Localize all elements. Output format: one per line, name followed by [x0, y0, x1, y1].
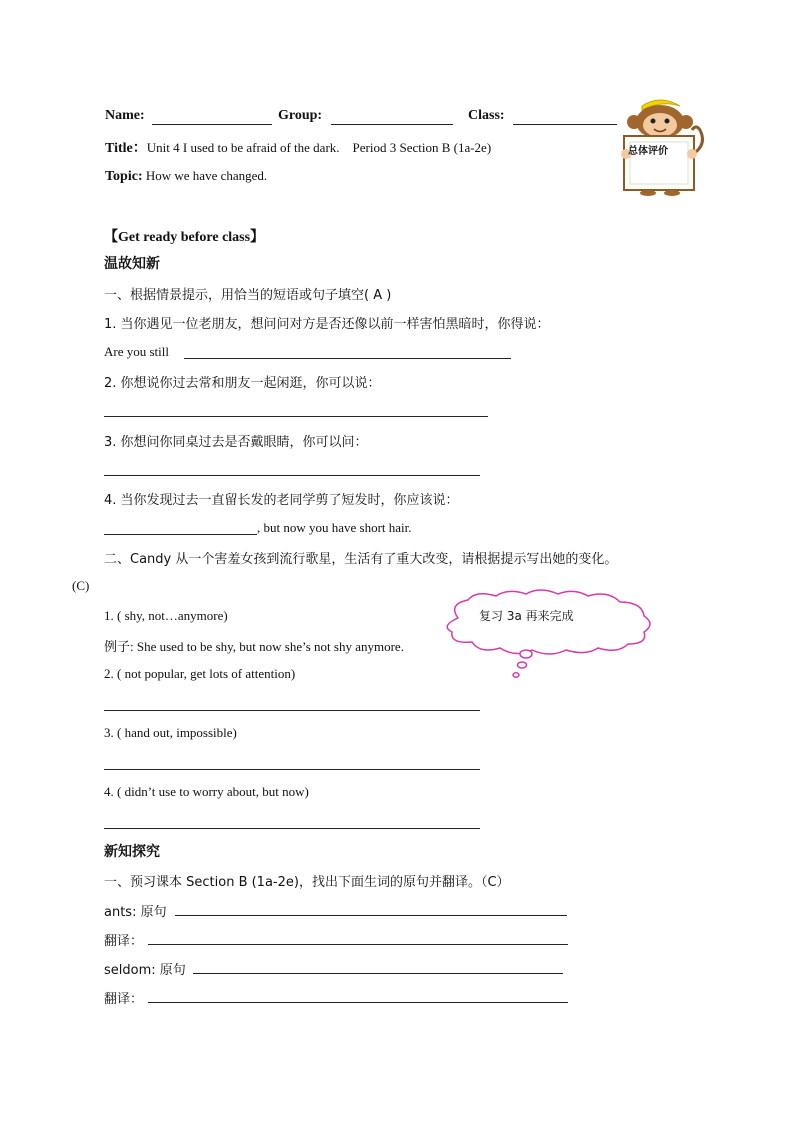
word1-sentence-blank[interactable]	[175, 915, 567, 916]
q1-answer-blank[interactable]	[184, 358, 511, 359]
section-heading: 【Get ready before class】	[104, 230, 265, 245]
q4-answer-blank[interactable]	[104, 534, 257, 535]
badge-text: 总体评价	[628, 146, 668, 157]
question-3: 3. 你想问你同桌过去是否戴眼睛，你可以问：	[104, 435, 368, 450]
word2-sentence-blank[interactable]	[193, 973, 563, 974]
part2-q3: 3. ( hand out, impossible)	[104, 725, 237, 740]
part2-q1: 1. ( shy, not…anymore)	[104, 608, 228, 623]
q4-suffix: , but now you have short hair.	[257, 520, 412, 535]
question-1: 1. 当你遇见一位老朋友，想问问对方是否还像以前一样害怕黑暗时，你得说：	[104, 317, 550, 332]
thought-bubble-icon	[438, 588, 658, 680]
question-2: 2. 你想说你过去常和朋友一起闲逛，你可以说：	[104, 376, 381, 391]
part1-title: 一、根据情景提示，用恰当的短语或句子填空( A )	[104, 288, 392, 303]
q2-answer-blank[interactable]	[104, 416, 488, 417]
part2-title: 二、Candy 从一个害羞女孩到流行歌星，生活有了重大改变，请根据提示写出她的变化。	[104, 552, 618, 567]
bubble-text: 复习 3a 再来完成	[479, 609, 574, 623]
group-blank[interactable]	[331, 124, 453, 125]
word2-translation-label: 翻译：	[104, 992, 144, 1007]
class-blank[interactable]	[513, 124, 617, 125]
word1-translation-blank[interactable]	[148, 944, 568, 945]
word2-label: seldom: 原句	[104, 963, 186, 978]
group-label: Group:	[278, 108, 323, 123]
topic-line	[105, 168, 267, 185]
topic-text: How we have changed.	[145, 168, 268, 183]
part2-example: 例子: She used to be shy, but now she’s not shy anymore.	[104, 639, 404, 654]
sub-heading: 温故知新	[104, 256, 160, 272]
part2-q2: 2. ( not popular, get lots of attention)	[104, 666, 296, 681]
topic-label: Topic:	[105, 169, 143, 184]
class-label: Class:	[468, 108, 505, 123]
name-label: Name:	[105, 108, 145, 123]
q1-prefix: Are you still	[104, 344, 169, 359]
word1-label: ants: 原句	[104, 905, 167, 920]
new-section-heading: 新知探究	[104, 844, 160, 860]
new-part1-title: 一、预习课本 Section B (1a-2e)，找出下面生词的原句并翻译。（C）	[104, 875, 510, 890]
title-line	[105, 137, 491, 157]
q3-answer-blank[interactable]	[104, 475, 480, 476]
title-text: Unit 4 I used to be afraid of the dark. Period 3 Section B (1a-2e)	[146, 140, 492, 155]
part2-q4-blank[interactable]	[104, 828, 480, 829]
part2-q2-blank[interactable]	[104, 710, 480, 711]
name-blank[interactable]	[152, 124, 272, 125]
title-label: Title：	[105, 141, 147, 156]
question-4: 4. 当你发现过去一直留长发的老同学剪了短发时，你应该说：	[104, 493, 459, 508]
word1-translation-label: 翻译：	[104, 934, 144, 949]
part2-q3-blank[interactable]	[104, 769, 480, 770]
part2-level: (C)	[72, 578, 90, 593]
word2-translation-blank[interactable]	[148, 1002, 568, 1003]
part2-q4: 4. ( didn’t use to worry about, but now)	[104, 784, 309, 799]
